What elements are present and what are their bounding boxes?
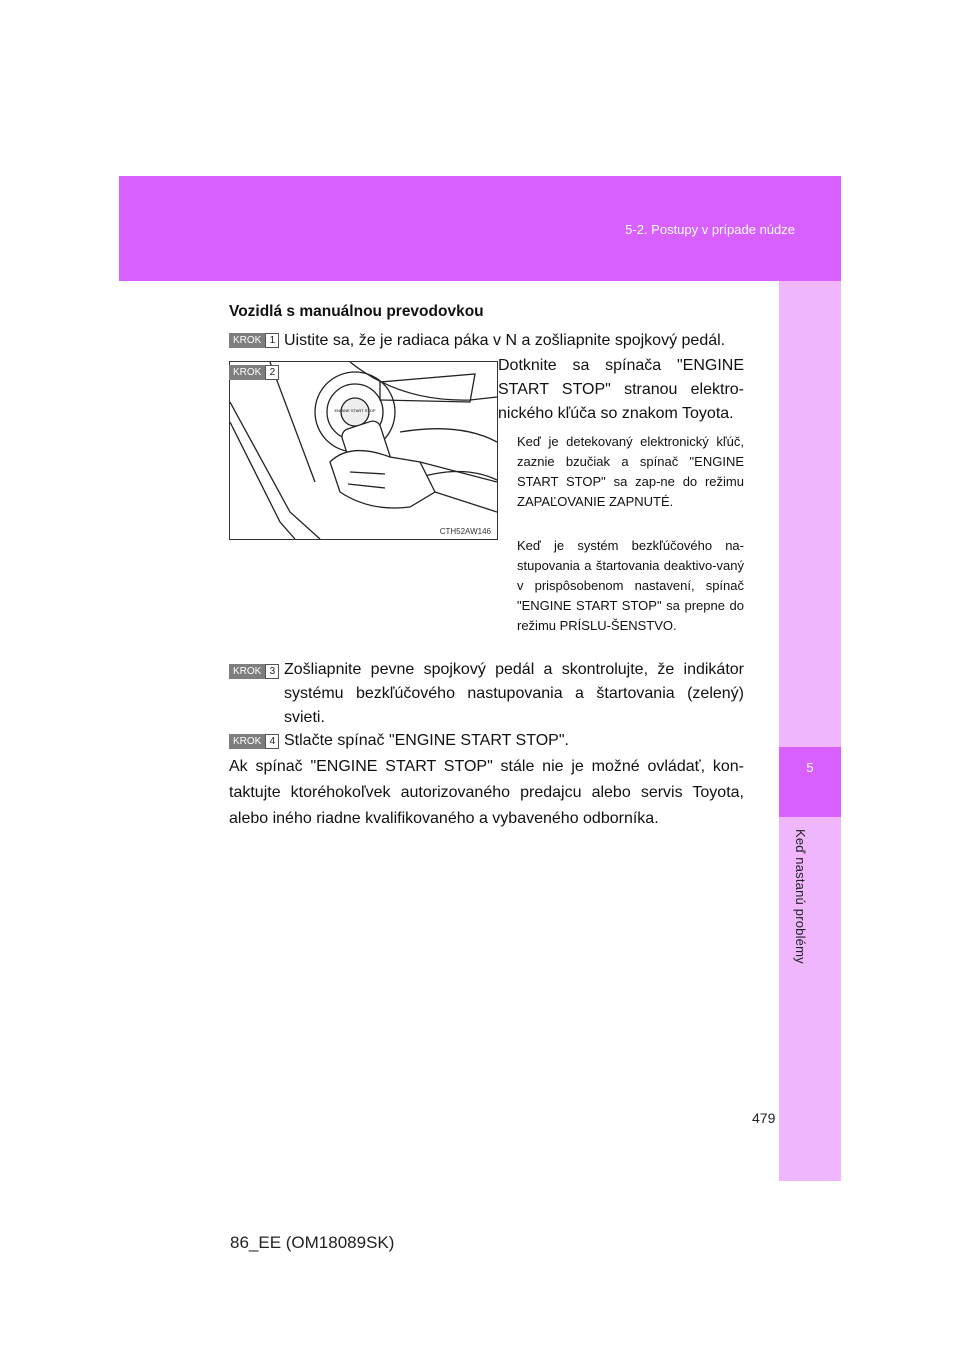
step-3-text: Zošliapnite pevne spojkový pedál a skontrolujte, že indikátor systému bezkľúčového nastupovania a štartovania (zelený) svieti. (284, 661, 744, 726)
document-code: 86_EE (OM18089SK) (230, 1233, 395, 1252)
ignition-illustration (229, 361, 498, 540)
figure-code: CTH52AW146 (439, 527, 491, 536)
step-1-badge (229, 333, 279, 348)
step-badge-number: 4 (265, 734, 279, 749)
chapter-sidebar (779, 281, 841, 1181)
chapter-tab (779, 747, 841, 817)
step-badge-label: KROK (229, 664, 265, 679)
step-4-badge (229, 734, 279, 749)
note-1: Keď je detekovaný elektronický kľúč, zaznie bzučiak a spínač "ENGINE START STOP" sa zap-ne do režimu ZAPAĽOVANIE ZAPNUTÉ. (517, 434, 744, 509)
step-badge-number: 2 (265, 365, 279, 380)
page-number: 479 (752, 1110, 776, 1126)
step-1-text: Uistite sa, že je radiaca páka v N a zošliapnite spojkový pedál. (284, 332, 726, 349)
section-title: Vozidlá s manuálnou prevodovkou (229, 303, 484, 320)
step-2-badge (229, 365, 279, 380)
hand-key-illustration (230, 362, 497, 539)
step-badge-number: 3 (265, 664, 279, 679)
step-4-text: Stlačte spínač "ENGINE START STOP". (284, 732, 569, 749)
chapter-title: Keď nastanú problémy (793, 829, 808, 964)
step-badge-label: KROK (229, 333, 265, 348)
step-3-badge (229, 664, 279, 679)
step-badge-label: KROK (229, 734, 265, 749)
chapter-number: 5 (806, 760, 814, 775)
note-2: Keď je systém bezkľúčového na-stupovania a štartovania deaktivo-vaný v prispôsobenom nastavení, spínač "ENGINE START STOP" sa prepne do režimu PRÍSLU-ŠENSTVO. (517, 538, 744, 633)
step-2-text: Dotknite sa spínača "ENGINE START STOP" stranou elektro-nického kľúča so znakom Toyota. (498, 357, 744, 422)
section-header: 5-2. Postupy v prípade núdze (625, 222, 795, 237)
header-band (119, 176, 841, 281)
step-badge-label: KROK (229, 365, 265, 380)
step-badge-number: 1 (265, 333, 279, 348)
closing-paragraph: Ak spínač "ENGINE START STOP" stále nie je možné ovládať, kon-taktujte ktoréhokoľvek autorizovaného predajcu alebo servis Toyota, alebo iného riadne kvalifikovaného a vybaveného odborníka. (229, 758, 744, 827)
engine-button-label: ENGINE START STOP (334, 408, 376, 413)
